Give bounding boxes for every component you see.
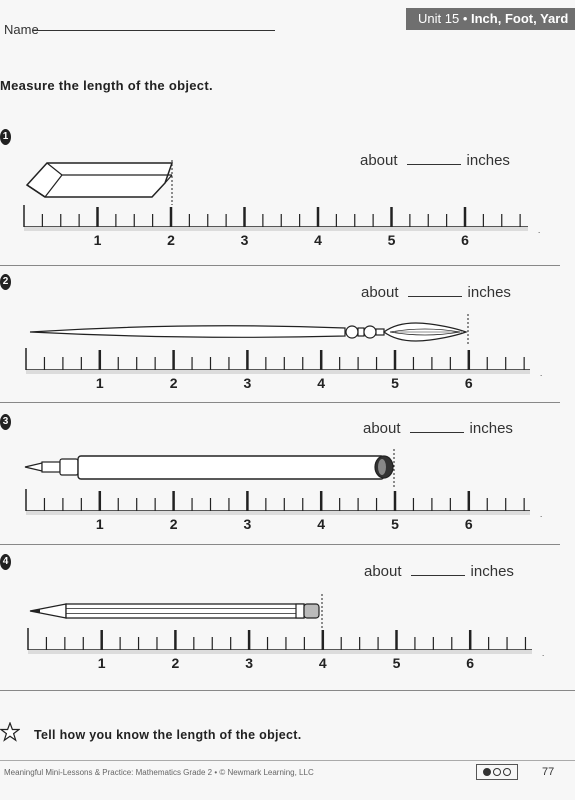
ruler-label: 5 (387, 232, 396, 248)
ruler-label: 6 (464, 375, 473, 391)
answer-prefix: about (360, 152, 398, 169)
ruler-label: 4 (317, 375, 326, 391)
pencil-icon (30, 604, 319, 618)
ruler-label: 4 (318, 655, 327, 671)
footer-credit: Meaningful Mini-Lessons & Practice: Mathematics Grade 2 • © Newmark Learning, LLC (4, 768, 314, 777)
ruler-tail-mark: . (540, 510, 543, 519)
unit-banner (406, 8, 575, 30)
ruler-label: 3 (240, 232, 249, 248)
unit-number: Unit 15 (418, 11, 460, 26)
instructions: Measure the length of the object. (0, 78, 213, 93)
answer-prefix: about (364, 563, 402, 580)
section-divider (0, 690, 575, 691)
ruler-tail-mark: . (538, 226, 541, 235)
answer-prefix: about (361, 284, 399, 301)
pen-icon (25, 456, 393, 479)
problem-number-1: 1 (0, 129, 11, 145)
ruler (28, 628, 544, 671)
ruler-label: 3 (243, 375, 252, 391)
ruler-label: 3 (243, 516, 252, 532)
problem-number-3: 3 (0, 414, 11, 430)
ruler-label: 2 (169, 516, 178, 532)
ruler-label: 5 (391, 375, 399, 391)
level-dot (493, 768, 501, 776)
ruler-label: 1 (93, 232, 102, 248)
level-dot (503, 768, 511, 776)
section-divider (0, 265, 560, 266)
name-label: Name (4, 22, 39, 37)
problem-figure-4 (0, 578, 575, 678)
ruler-label: 2 (169, 375, 178, 391)
problem-number-4: 4 (0, 554, 11, 570)
paintbrush-icon (30, 323, 466, 341)
answer-suffix: inches (469, 420, 513, 437)
problem-figure-1 (0, 155, 575, 255)
bullet-separator: • (462, 11, 471, 26)
ruler (24, 205, 540, 248)
answer-prefix: about (363, 420, 401, 437)
difficulty-level-indicator (476, 764, 518, 780)
ruler-label: 5 (392, 655, 401, 671)
name-answer-line[interactable] (33, 30, 275, 31)
problem-number-2: 2 (0, 274, 11, 290)
answer-blank-4[interactable] (411, 574, 465, 576)
ruler (26, 348, 542, 391)
ruler-label: 2 (167, 232, 175, 248)
answer-line-3[interactable] (363, 420, 513, 437)
ruler-label: 2 (171, 655, 180, 671)
eraser-icon (27, 163, 172, 197)
ruler-label: 1 (97, 655, 106, 671)
level-dot (483, 768, 491, 776)
ruler-shadow (26, 370, 530, 374)
task-prompt: Tell how you know the length of the object. (34, 728, 302, 742)
ruler-label: 4 (314, 232, 322, 248)
ruler-label: 4 (317, 516, 326, 532)
ruler-tail-mark: . (540, 369, 543, 378)
ruler-shadow (26, 511, 530, 515)
ruler-label: 3 (245, 655, 253, 671)
ruler-label: 6 (466, 655, 475, 671)
ruler-label: 1 (95, 375, 104, 391)
footer-divider (0, 760, 575, 761)
ruler-shadow (24, 227, 528, 231)
section-divider (0, 544, 560, 545)
answer-suffix: inches (466, 152, 510, 169)
answer-blank-3[interactable] (410, 431, 464, 433)
answer-suffix: inches (470, 563, 514, 580)
star-icon (0, 722, 20, 742)
problem-figure-3 (0, 437, 575, 537)
ruler-label: 6 (461, 232, 469, 248)
section-divider (0, 402, 560, 403)
ruler-label: 5 (391, 516, 399, 532)
page-number: 77 (542, 766, 555, 778)
ruler-tail-mark: . (542, 649, 545, 658)
ruler-label: 1 (95, 516, 104, 532)
problem-figure-2 (0, 296, 575, 396)
ruler (26, 489, 542, 532)
ruler-label: 6 (464, 516, 473, 532)
ruler-shadow (28, 650, 532, 654)
answer-suffix: inches (467, 284, 511, 301)
unit-title: Inch, Foot, Yard (471, 11, 569, 26)
